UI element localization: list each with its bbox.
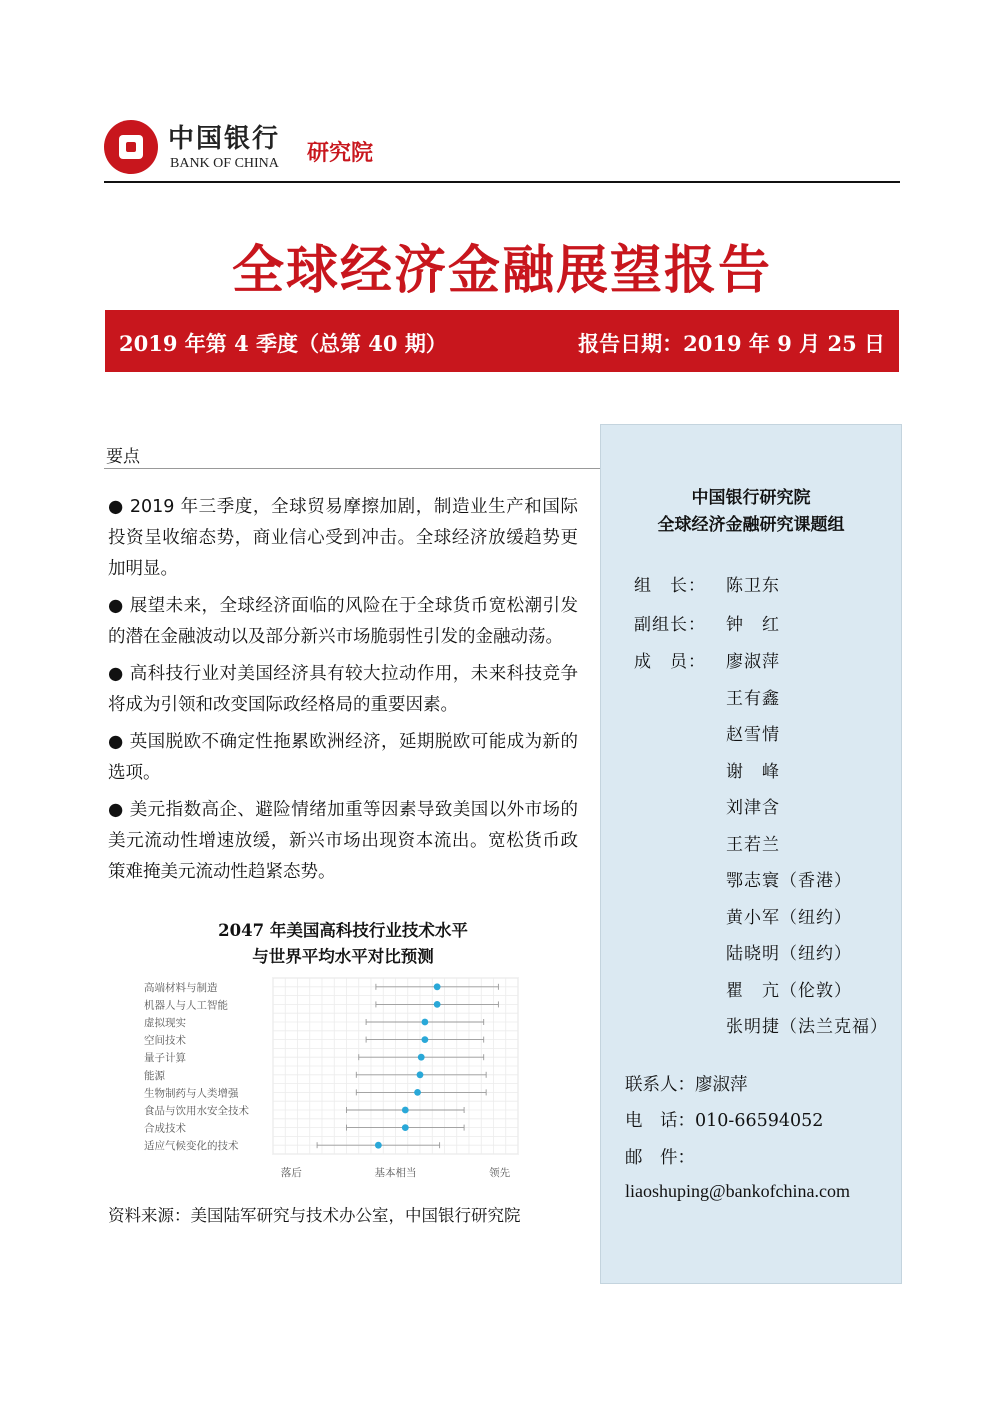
category-label: 高端材料与制造 — [144, 981, 218, 994]
list-item: ● 高科技行业对美国经济具有较大拉动作用，未来科技竞争将成为引领和改变国际政经格局的重要因素。 — [108, 664, 578, 715]
institute-name: 研究院 — [307, 140, 374, 166]
issue-banner — [105, 310, 899, 372]
list-item: ● 2019 年三季度，全球贸易摩擦加剧，制造业生产和国际投资呈收缩态势，商业信心受到冲击。全球经济放缓趋势更加明显。 — [108, 497, 578, 579]
report-date: 报告日期：2019 年 9 月 25 日 — [578, 331, 885, 356]
team-heading: 中国银行研究院 全球经济金融研究课题组 — [657, 488, 845, 535]
category-label: 虚拟现实 — [144, 1017, 186, 1029]
bullet-icon: ● — [108, 732, 124, 752]
category-label: 空间技术 — [144, 1034, 186, 1047]
data-point — [417, 1071, 424, 1078]
bank-of-china-emblem-icon — [104, 120, 158, 174]
list-item: ● 展望未来，全球经济面临的风险在于全球货币宽松潮引发的潜在金融波动以及部分新兴市场脆弱性引发的金融动荡。 — [108, 596, 578, 647]
header-divider — [104, 181, 900, 183]
category-label: 量子计算 — [144, 1052, 186, 1065]
list-item: ● 英国脱欧不确定性拖累欧洲经济，延期脱欧可能成为新的选项。 — [108, 732, 578, 783]
contact-email-label: 邮 件： — [625, 1148, 695, 1168]
key-points-divider — [104, 468, 600, 469]
issue-label: 2019 年第 4 季度（总第 40 期） — [119, 331, 447, 356]
contact-email[interactable]: liaoshuping@bankofchina.com — [625, 1181, 851, 1201]
bullet-icon: ● — [108, 664, 124, 684]
data-point — [422, 1019, 429, 1026]
data-point — [402, 1107, 409, 1114]
data-point — [434, 1001, 441, 1008]
data-point — [402, 1124, 409, 1131]
category-label: 机器人与人工智能 — [144, 999, 228, 1012]
x-tick-label: 领先 — [489, 1167, 511, 1179]
category-label: 合成技术 — [144, 1122, 186, 1135]
x-tick-label: 落后 — [280, 1167, 302, 1179]
data-point — [414, 1089, 421, 1096]
chart-title: 2047 年美国高科技行业技术水平 与世界平均水平对比预测 — [218, 921, 468, 966]
report-title: 全球经济金融展望报告 — [231, 241, 772, 301]
category-label: 生物制药与人类增强 — [144, 1087, 239, 1100]
logo-chinese-name: 中国银行 — [168, 124, 281, 154]
bullet-icon: ● — [108, 800, 124, 820]
contact-phone: 电 话：010-66594052 — [625, 1111, 824, 1131]
x-tick-label: 基本相当 — [374, 1167, 417, 1179]
chart-source: 资料来源：美国陆军研究与技术办公室，中国银行研究院 — [108, 1206, 521, 1225]
data-point — [418, 1054, 425, 1061]
key-points-heading: 要点 — [106, 447, 140, 467]
data-point — [422, 1036, 429, 1043]
bank-logo — [104, 118, 404, 178]
list-item: ● 美元指数高企、避险情绪加重等因素导致美国以外市场的美元流动性增速放缓，新兴市场出现资本流出。宽松货币政策难掩美元流动性趋紧态势。 — [108, 800, 578, 882]
bullet-icon: ● — [108, 497, 124, 517]
data-point — [375, 1142, 382, 1149]
bullet-icon: ● — [108, 596, 124, 616]
category-label: 适应气候变化的技术 — [144, 1140, 239, 1153]
data-point — [434, 983, 441, 990]
tech-comparison-chart — [140, 972, 540, 1184]
contact-person: 联系人：廖淑萍 — [625, 1075, 748, 1095]
category-label: 能源 — [144, 1069, 165, 1082]
category-label: 食品与饮用水安全技术 — [144, 1105, 249, 1117]
key-points-list — [108, 492, 578, 894]
logo-english-name: BANK OF CHINA — [170, 156, 279, 171]
research-team-sidebar: 中国银行研究院 全球经济金融研究课题组 组 长： 陈卫东 副组长： 钟 红 成 员： 廖淑萍 王有鑫 赵雪情 谢 峰 刘津含 王若兰 鄂志寰（香港） 黄小军（纽约） 陆晓明（纽约） 瞿 亢（伦敦） 张明捷（法兰克福） 联系人：廖淑萍 电 话：010-66594052 邮 件： liaoshuping@bankofchina.com — [600, 424, 902, 1284]
